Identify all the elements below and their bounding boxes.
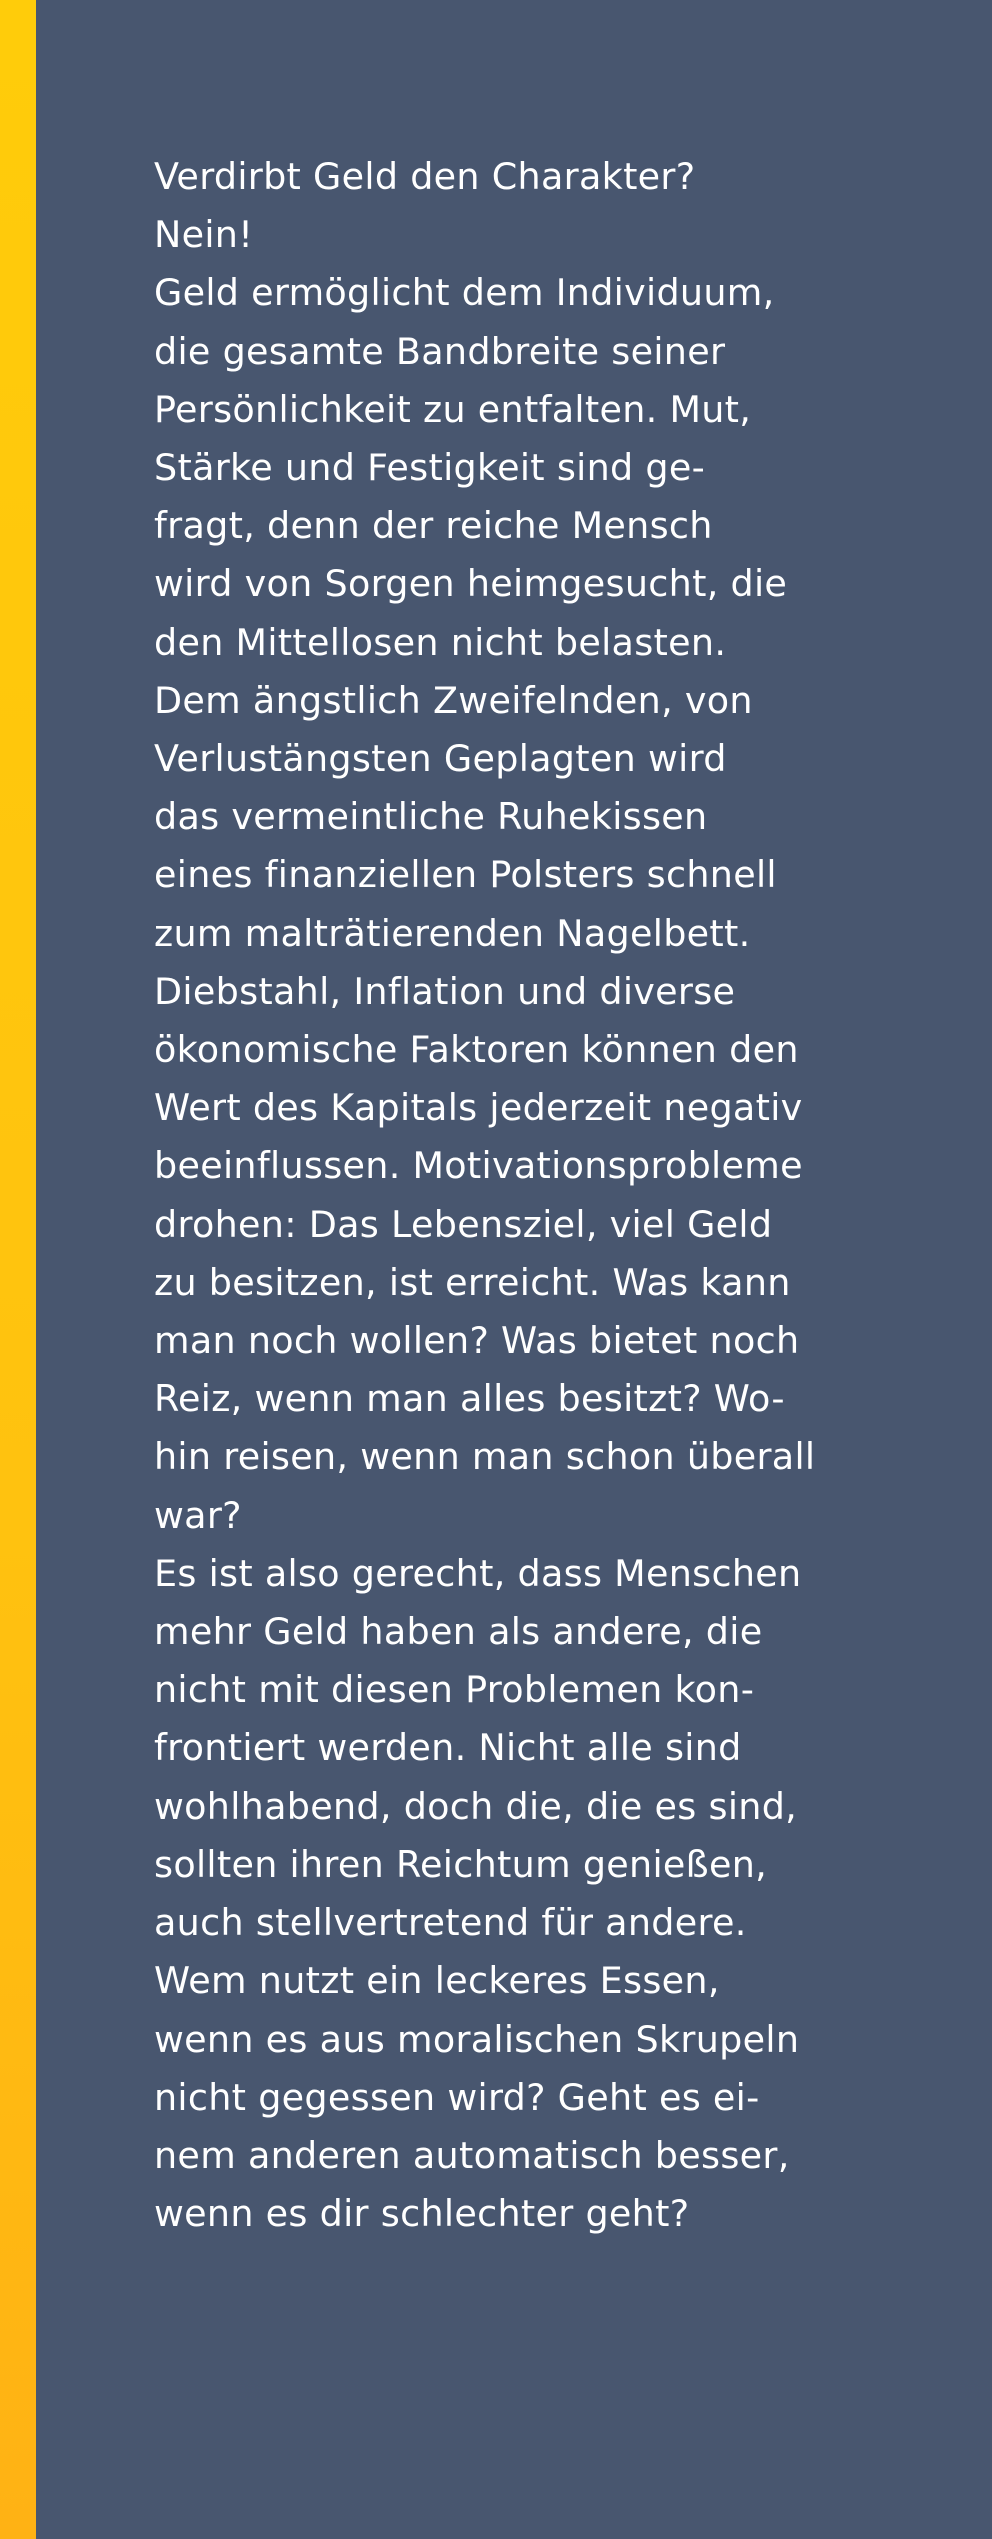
left-accent-bar: [0, 0, 36, 2539]
text-line: Geld ermöglicht dem Individuum,: [154, 271, 775, 315]
text-line: Wert des Kapitals jederzeit negativ: [154, 1086, 803, 1130]
text-line: Dem ängstlich Zweifelnden, von: [154, 678, 753, 722]
text-line: auch stellvertretend für andere.: [154, 1901, 747, 1945]
text-line: frontiert werden. Nicht alle sind: [154, 1726, 742, 1770]
text-line: war?: [154, 1493, 242, 1537]
text-line: beeinflussen. Motivationsprobleme: [154, 1144, 803, 1188]
text-line: den Mittellosen nicht belasten.: [154, 620, 727, 664]
text-line: drohen: Das Lebensziel, viel Geld: [154, 1202, 773, 1246]
text-line: eines finanziellen Polsters schnell: [154, 853, 777, 897]
text-line: wenn es dir schlechter geht?: [154, 2192, 690, 2236]
text-line: nicht gegessen wird? Geht es ei-: [154, 2075, 760, 2119]
text-line: wird von Sorgen heimgesucht, die: [154, 562, 788, 606]
text-line: mehr Geld haben als andere, die: [154, 1610, 763, 1654]
text-line: Es ist also gerecht, dass Menschen: [154, 1551, 802, 1595]
text-line: man noch wollen? Was bietet noch: [154, 1319, 800, 1363]
text-line: wohlhabend, doch die, die es sind,: [154, 1784, 798, 1828]
text-line: nem anderen automatisch besser,: [154, 2133, 790, 2177]
text-line: nicht mit diesen Problemen kon-: [154, 1668, 755, 1712]
text-line: sollten ihren Reichtum genießen,: [154, 1842, 768, 1886]
text-line: zum malträtierenden Nagelbett.: [154, 911, 751, 955]
text-line: Verlustängsten Geplagten wird: [154, 737, 727, 781]
text-line: Diebstahl, Inflation und diverse: [154, 969, 736, 1013]
text-line: Nein!: [154, 213, 254, 257]
text-line: fragt, denn der reiche Mensch: [154, 504, 713, 548]
text-line: zu besitzen, ist erreicht. Was kann: [154, 1260, 791, 1304]
text-line: die gesamte Bandbreite seiner: [154, 329, 726, 373]
text-line: Stärke und Festigkeit sind ge-: [154, 446, 706, 490]
text-line: Persönlichkeit zu entfalten. Mut,: [154, 387, 752, 431]
text-line: ökonomische Faktoren können den: [154, 1028, 799, 1072]
text-line: das vermeintliche Ruhekissen: [154, 795, 708, 839]
body-text: [154, 148, 914, 2243]
text-line: Wem nutzt ein leckeres Essen,: [154, 1959, 720, 2003]
text-line: hin reisen, wenn man schon überall: [154, 1435, 816, 1479]
text-line: Verdirbt Geld den Charakter?: [154, 155, 696, 198]
text-line: Reiz, wenn man alles besitzt? Wo-: [154, 1377, 785, 1421]
text-line: wenn es aus moralischen Skrupeln: [154, 2017, 800, 2061]
